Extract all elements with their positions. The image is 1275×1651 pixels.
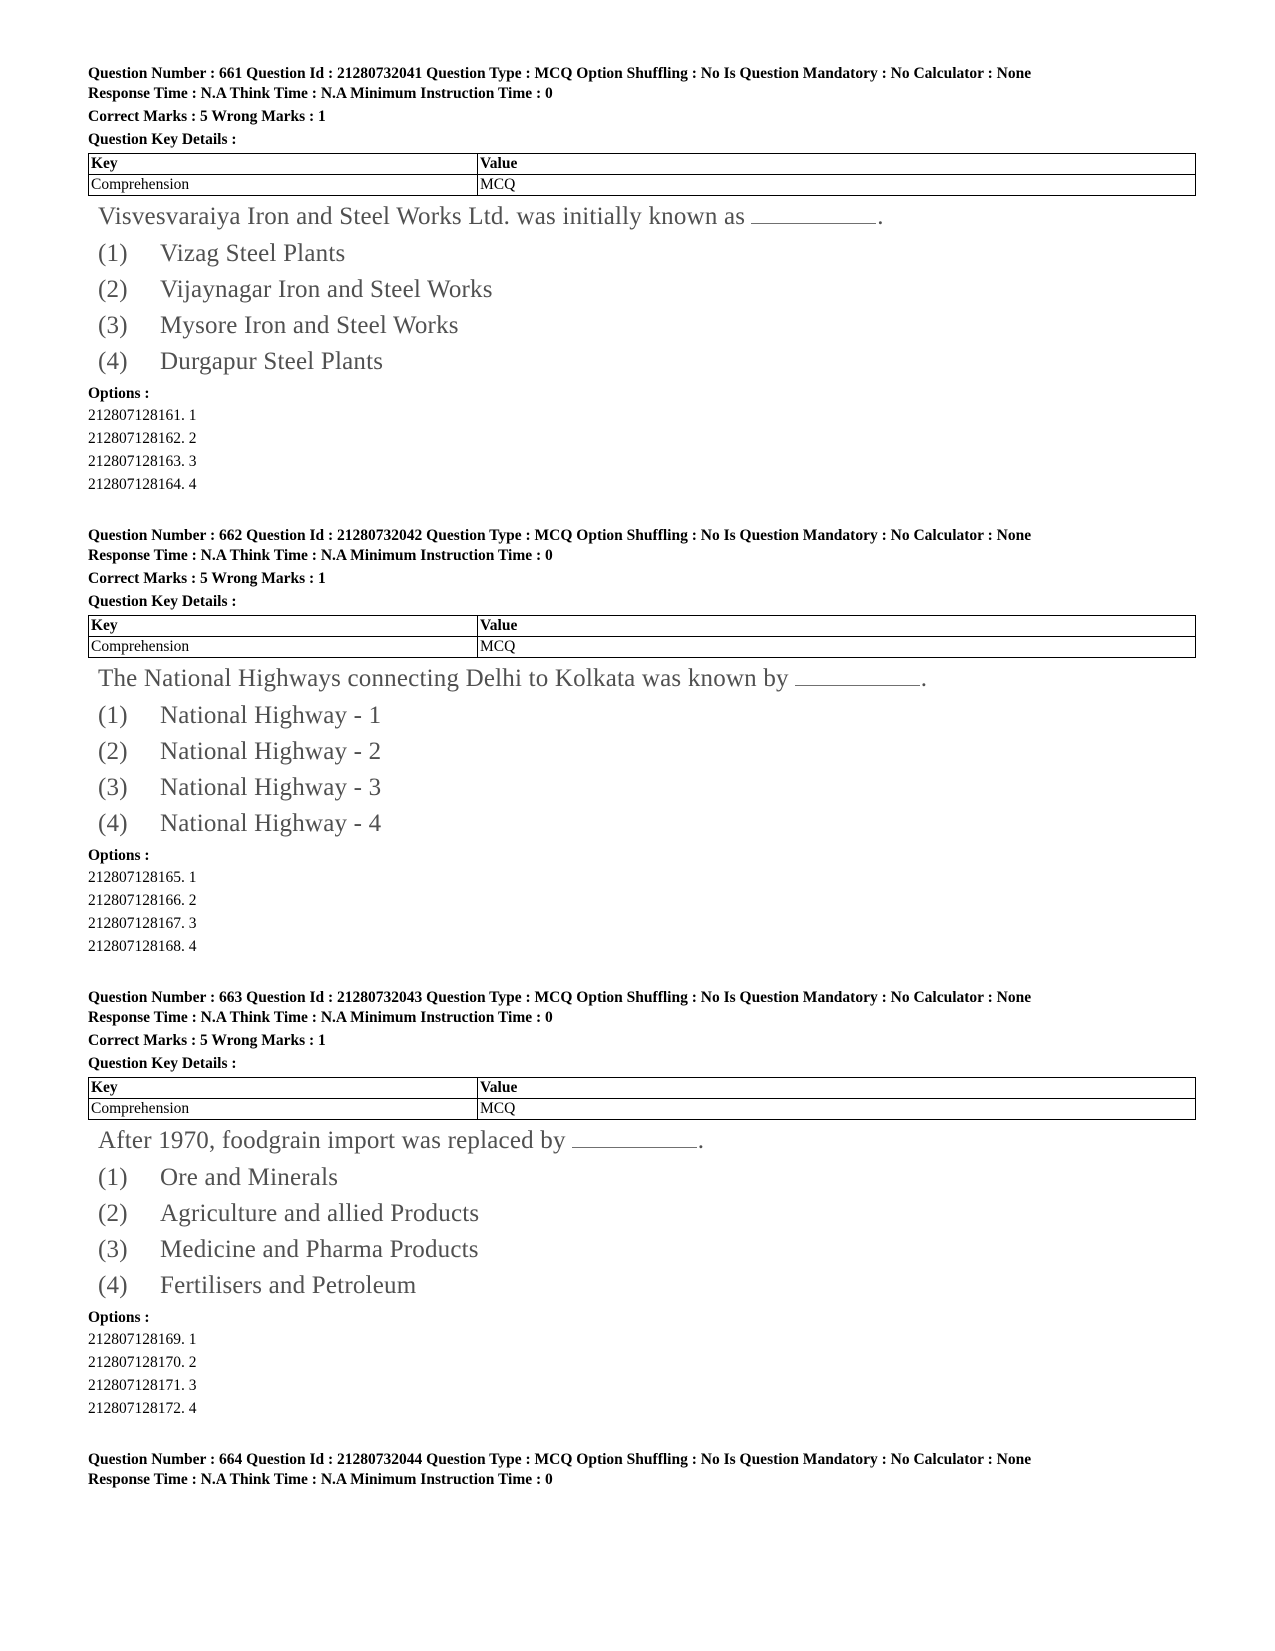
choice-text: Medicine and Pharma Products: [160, 1236, 479, 1263]
choice-text: Fertilisers and Petroleum: [160, 1272, 417, 1299]
choice-item: [98, 344, 1196, 380]
choice-text: Vizag Steel Plants: [160, 240, 346, 267]
option-id: 212807128164. 4: [88, 476, 197, 493]
key-details-label: Question Key Details :: [88, 131, 237, 148]
question-text: After 1970, foodgrain import was replaced by: [98, 1127, 566, 1154]
question-content: [98, 1124, 1196, 1304]
value-cell: MCQ: [478, 637, 1196, 658]
choice-item: [98, 236, 1196, 272]
key-header: Key: [89, 616, 478, 637]
option-id-list: [88, 404, 1196, 496]
key-cell: Comprehension: [89, 175, 478, 196]
option-id: 212807128171. 3: [88, 1377, 197, 1394]
question-meta: [88, 1450, 1196, 1489]
question-meta-line-2: Response Time : N.A Think Time : N.A Minimum Instruction Time : 0: [88, 546, 553, 564]
blank-period: .: [697, 1127, 705, 1154]
option-id-list: [88, 1328, 1196, 1420]
key-table-header-row: [89, 616, 1196, 637]
key-table-row: [89, 637, 1196, 658]
choice-number: (2): [98, 276, 128, 303]
question-meta: [88, 64, 1196, 103]
option-id: 212807128172. 4: [88, 1400, 197, 1417]
option-id: 212807128163. 3: [88, 453, 197, 470]
key-table-header-row: [89, 154, 1196, 175]
key-details-label: Question Key Details :: [88, 1055, 237, 1072]
option-id: 212807128169. 1: [88, 1331, 197, 1348]
question-meta: [88, 526, 1196, 565]
question-meta-line-2: Response Time : N.A Think Time : N.A Minimum Instruction Time : 0: [88, 1008, 553, 1026]
choice-text: National Highway - 1: [160, 702, 382, 729]
question-content: [98, 662, 1196, 842]
question-block: [88, 988, 1196, 1450]
question-meta: [88, 988, 1196, 1027]
key-details-table: [88, 1077, 1196, 1120]
options-label: Options :: [88, 1309, 150, 1326]
key-table-row: [89, 1099, 1196, 1120]
choice-text: Mysore Iron and Steel Works: [160, 312, 459, 339]
question-meta-line-2: Response Time : N.A Think Time : N.A Minimum Instruction Time : 0: [88, 84, 553, 102]
question-spacer: [88, 1420, 1196, 1450]
choice-text: National Highway - 3: [160, 774, 382, 801]
choice-text: Agriculture and allied Products: [160, 1200, 480, 1227]
question-text: The National Highways connecting Delhi to Kolkata was known by: [98, 665, 789, 692]
choice-number: (1): [98, 1164, 128, 1191]
choice-item: [98, 698, 1196, 734]
choice-number: (2): [98, 1200, 128, 1227]
key-table-header-row: [89, 1078, 1196, 1099]
option-id: 212807128162. 2: [88, 430, 197, 447]
choice-text: National Highway - 4: [160, 810, 382, 837]
key-header: Key: [89, 154, 478, 175]
choice-text: Durgapur Steel Plants: [160, 348, 384, 375]
question-spacer: [88, 958, 1196, 988]
key-cell: Comprehension: [89, 637, 478, 658]
choice-number: (1): [98, 702, 128, 729]
fill-in-blank: [572, 1129, 697, 1148]
key-details-label: Question Key Details :: [88, 593, 237, 610]
option-id: 212807128167. 3: [88, 915, 197, 932]
question-paper-page: [88, 64, 1196, 1489]
key-header: Key: [89, 1078, 478, 1099]
value-cell: MCQ: [478, 1099, 1196, 1120]
value-header: Value: [478, 1078, 1196, 1099]
blank-period: .: [920, 665, 928, 692]
choice-number: (3): [98, 1236, 128, 1263]
choice-text: Vijaynagar Iron and Steel Works: [160, 276, 493, 303]
choice-number: (4): [98, 1272, 128, 1299]
question-marks: Correct Marks : 5 Wrong Marks : 1: [88, 570, 326, 587]
choice-number: (4): [98, 810, 128, 837]
question-block-664: [88, 1450, 1196, 1489]
choice-item: [98, 734, 1196, 770]
question-text-line: [98, 1124, 1196, 1160]
choice-number: (3): [98, 312, 128, 339]
option-id-list: [88, 866, 1196, 958]
choice-item: [98, 272, 1196, 308]
option-id: 212807128168. 4: [88, 938, 197, 955]
question-meta-line-1: Question Number : 663 Question Id : 21280732043 Question Type : MCQ Option Shuffling : No Is Question Mandatory : No Calculator : None: [88, 989, 1032, 1006]
option-id: 212807128161. 1: [88, 407, 197, 424]
choice-item: [98, 806, 1196, 842]
choice-item: [98, 1232, 1196, 1268]
choice-number: (4): [98, 348, 128, 375]
option-id: 212807128165. 1: [88, 869, 197, 886]
key-details-table: [88, 615, 1196, 658]
key-table-row: [89, 175, 1196, 196]
question-text-line: [98, 200, 1196, 236]
fill-in-blank: [751, 205, 876, 224]
blank-period: .: [877, 203, 884, 230]
question-marks: Correct Marks : 5 Wrong Marks : 1: [88, 1032, 326, 1049]
choice-item: [98, 1160, 1196, 1196]
question-spacer: [88, 496, 1196, 526]
choice-number: (1): [98, 240, 128, 267]
question-text-line: [98, 662, 1196, 698]
question-meta-line-1: Question Number : 661 Question Id : 21280732041 Question Type : MCQ Option Shuffling : No Is Question Mandatory : No Calculator : None: [88, 65, 1032, 82]
options-label: Options :: [88, 385, 150, 402]
value-cell: MCQ: [478, 175, 1196, 196]
question-text: Visvesvaraiya Iron and Steel Works Ltd. was initially known as: [98, 203, 746, 230]
key-cell: Comprehension: [89, 1099, 478, 1120]
choice-number: (2): [98, 738, 128, 765]
choice-item: [98, 1268, 1196, 1304]
fill-in-blank: [795, 667, 920, 686]
question-meta-line-2: Response Time : N.A Think Time : N.A Minimum Instruction Time : 0: [88, 1470, 553, 1488]
choice-number: (3): [98, 774, 128, 801]
question-marks: Correct Marks : 5 Wrong Marks : 1: [88, 108, 326, 125]
key-details-table: [88, 153, 1196, 196]
question-block: [88, 64, 1196, 526]
option-id: 212807128166. 2: [88, 892, 197, 909]
option-id: 212807128170. 2: [88, 1354, 197, 1371]
choice-item: [98, 308, 1196, 344]
question-meta-line-1: Question Number : 662 Question Id : 21280732042 Question Type : MCQ Option Shuffling : No Is Question Mandatory : No Calculator : None: [88, 527, 1032, 544]
question-content: [98, 200, 1196, 380]
choice-item: [98, 1196, 1196, 1232]
question-block: [88, 526, 1196, 988]
question-list: [88, 64, 1196, 1450]
choice-item: [98, 770, 1196, 806]
question-meta-line-1: Question Number : 664 Question Id : 21280732044 Question Type : MCQ Option Shuffling : No Is Question Mandatory : No Calculator : None: [88, 1451, 1032, 1468]
value-header: Value: [478, 616, 1196, 637]
value-header: Value: [478, 154, 1196, 175]
choice-text: National Highway - 2: [160, 738, 382, 765]
options-label: Options :: [88, 847, 150, 864]
choice-text: Ore and Minerals: [160, 1164, 339, 1191]
